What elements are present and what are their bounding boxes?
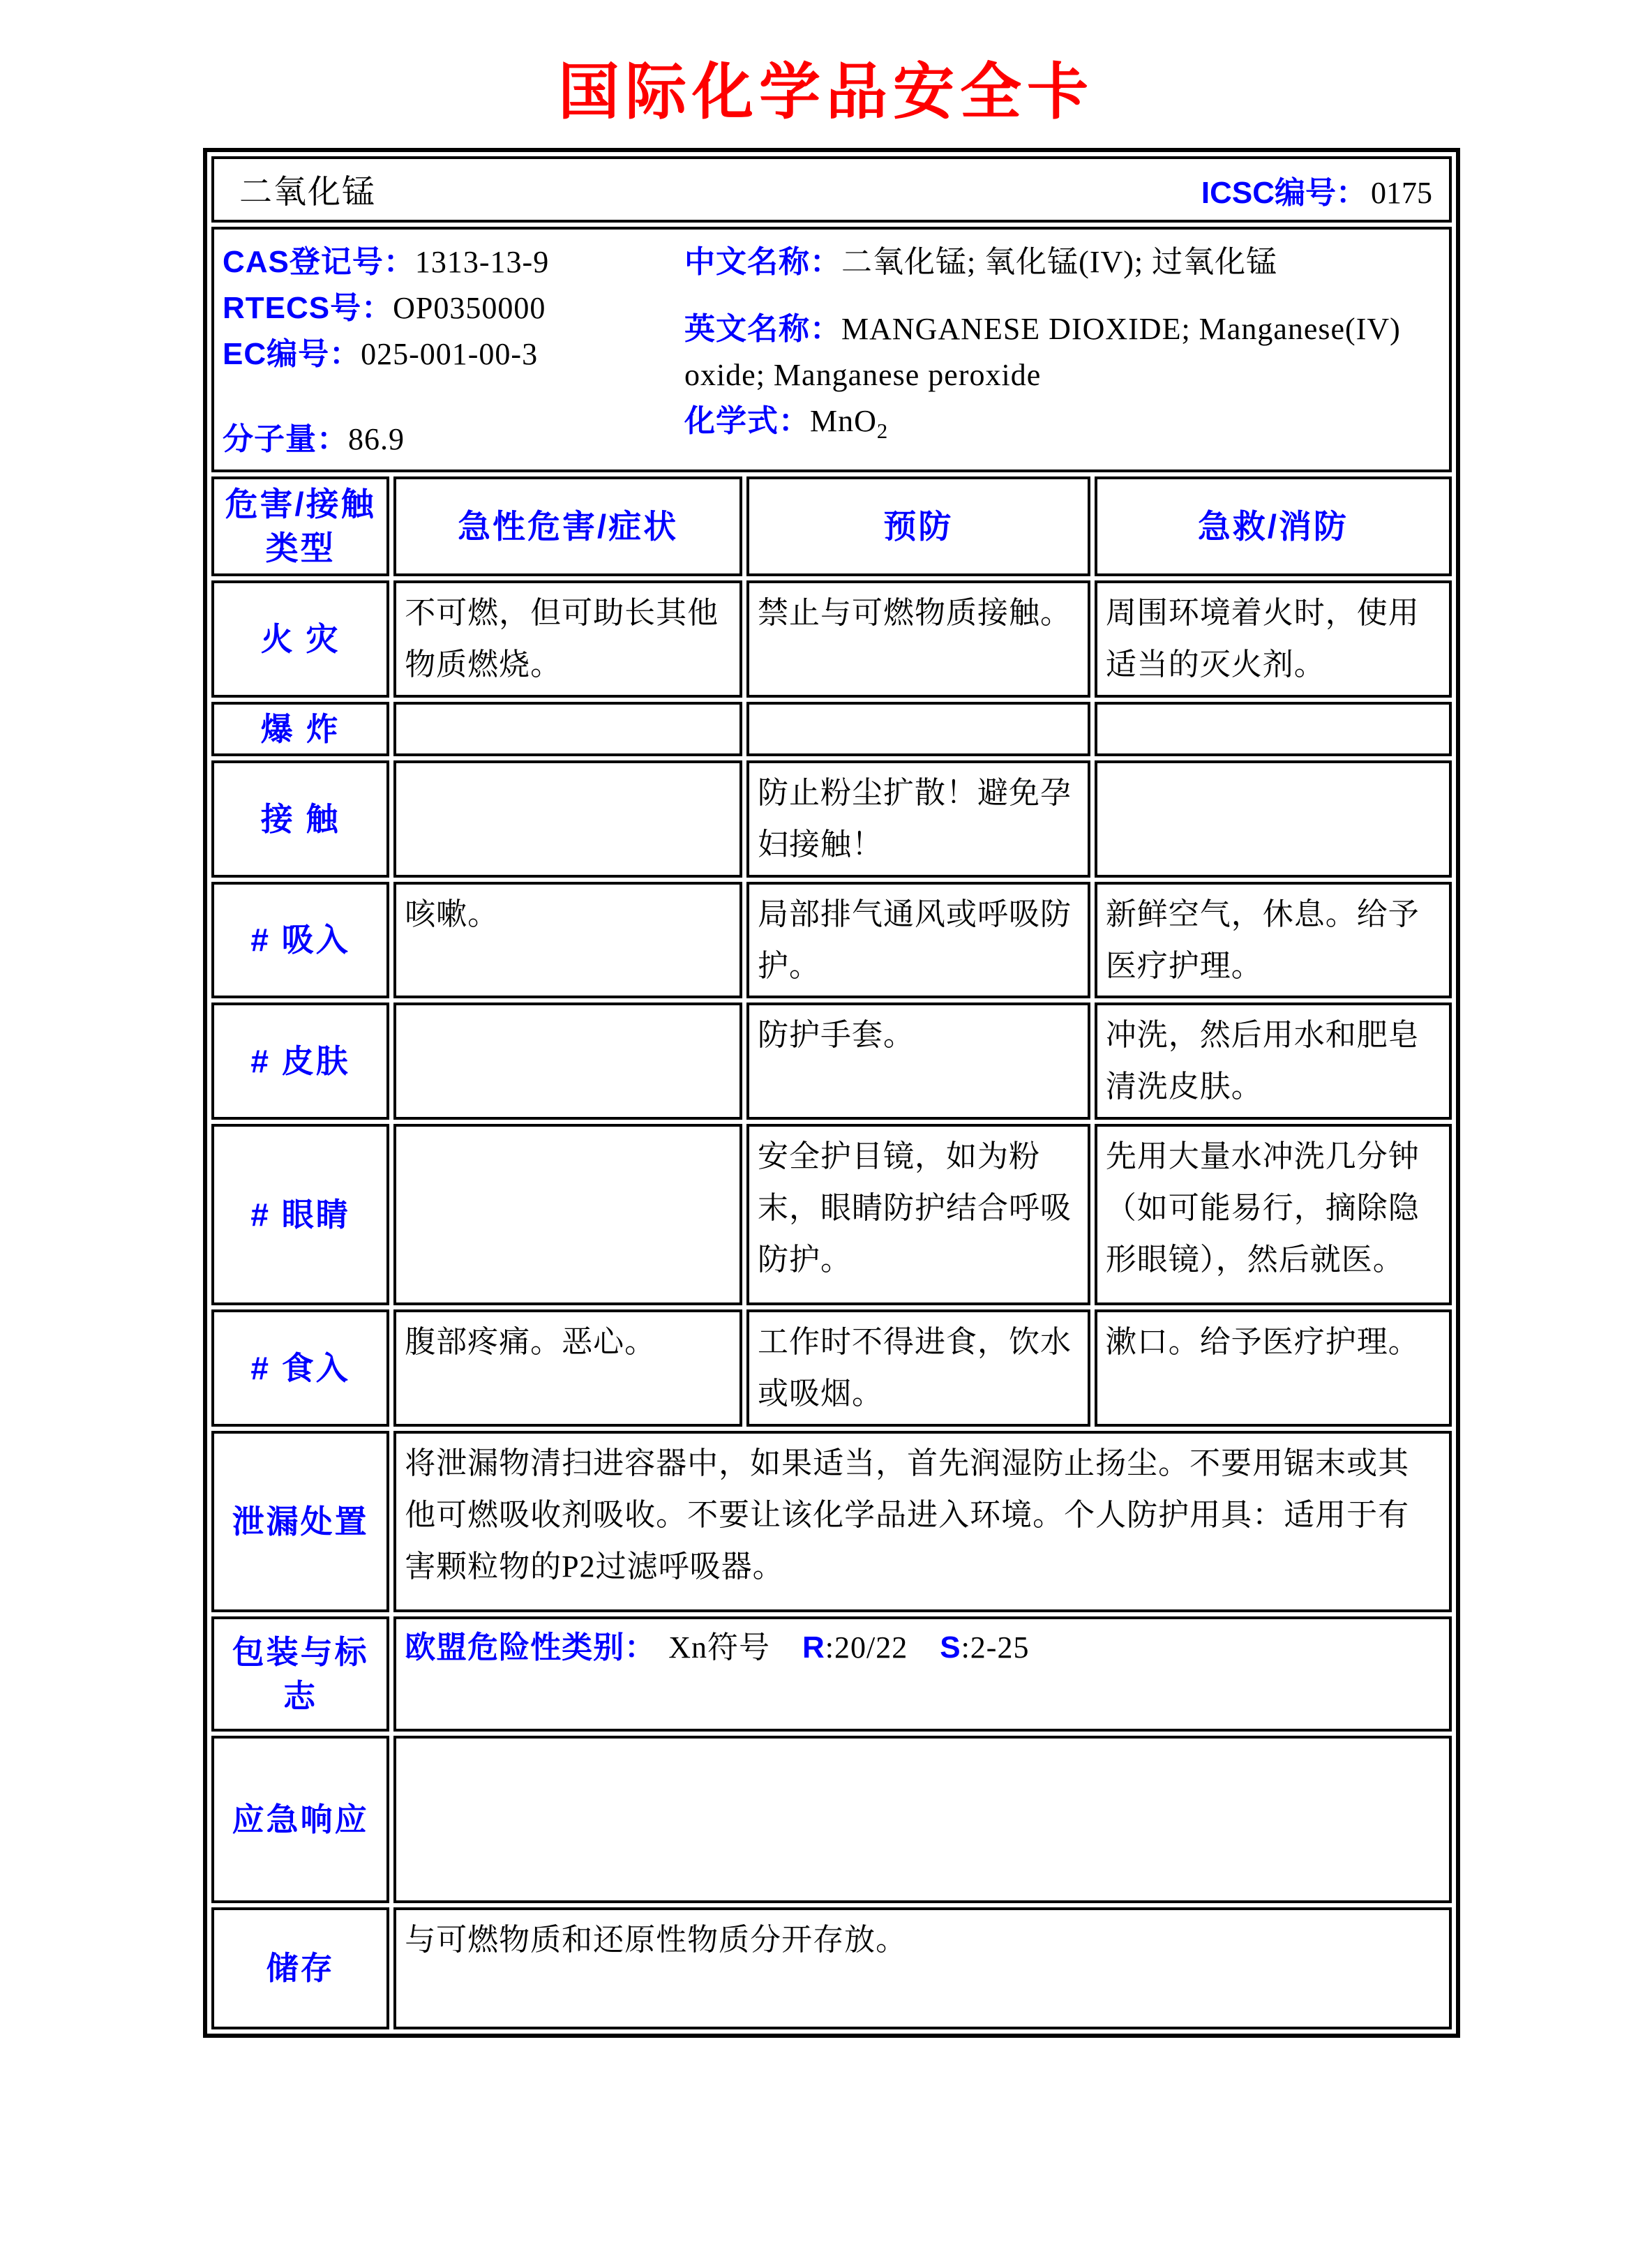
icsc-card-table — [203, 148, 1460, 2038]
emergency-response-content — [393, 1736, 1452, 1903]
section-label-packaging: 包装与标志 — [211, 1616, 389, 1732]
explosion-symptoms — [393, 702, 742, 756]
icsc-number-value: 0175 — [1371, 175, 1432, 210]
chemical-formula-label: 化学式： — [684, 404, 810, 438]
hazard-row-eyes — [211, 1124, 1452, 1305]
row-label-ingestion: # 食入 — [211, 1309, 389, 1427]
molecular-weight-label: 分子量： — [223, 422, 348, 456]
icsc-number-group — [1201, 167, 1432, 212]
hazard-row-skin — [211, 1003, 1452, 1120]
fire-prevention: 禁止与可燃物质接触。 — [746, 580, 1090, 698]
ec-number-line — [223, 331, 684, 377]
exposure-first-aid — [1095, 760, 1452, 878]
exposure-prevention: 防止粉尘扩散！避免孕妇接触！ — [746, 760, 1090, 878]
skin-first-aid: 冲洗，然后用水和肥皂清洗皮肤。 — [1095, 1003, 1452, 1120]
chemical-formula-line — [684, 398, 1438, 447]
eyes-symptoms — [393, 1124, 742, 1305]
s-phrases-label: S — [940, 1630, 961, 1665]
cas-number-line — [223, 239, 684, 285]
row-label-inhalation: # 吸入 — [211, 882, 389, 999]
identification-right-column — [684, 239, 1438, 463]
cas-number-label: CAS登记号： — [223, 245, 415, 279]
section-label-emergency-response: 应急响应 — [211, 1736, 389, 1903]
ingestion-first-aid: 漱口。给予医疗护理。 — [1095, 1309, 1452, 1427]
hazard-header-row — [211, 476, 1452, 576]
exposure-symptoms — [393, 760, 742, 878]
section-row-packaging — [211, 1616, 1452, 1732]
hazard-row-exposure — [211, 760, 1452, 878]
explosion-prevention — [746, 702, 1090, 756]
header-hazard-type: 危害/接触 类型 — [211, 476, 389, 576]
english-name-line — [684, 306, 1438, 398]
header-first-aid: 急救/消防 — [1095, 476, 1452, 576]
rtecs-number-value: OP0350000 — [393, 291, 546, 325]
inhalation-prevention: 局部排气通风或呼吸防护。 — [746, 882, 1090, 999]
row-label-explosion: 爆 炸 — [211, 702, 389, 756]
hazard-row-ingestion — [211, 1309, 1452, 1427]
hazard-row-explosion — [211, 702, 1452, 756]
molecular-weight-line — [223, 416, 684, 463]
header-prevention: 预防 — [746, 476, 1090, 576]
molecular-weight-value: 86.9 — [348, 422, 405, 456]
section-label-storage: 储存 — [211, 1907, 389, 2029]
cas-number-value: 1313-13-9 — [414, 245, 550, 279]
chemical-name: 二氧化锰 — [239, 174, 376, 211]
rtecs-number-label: RTECS号： — [223, 291, 393, 325]
section-label-spill-disposal: 泄漏处置 — [211, 1431, 389, 1612]
icsc-number-label: ICSC编号： — [1201, 175, 1367, 210]
chemical-formula-value: MnO — [809, 404, 877, 438]
name-row — [211, 156, 1452, 223]
xn-symbol-value: Xn符号 — [668, 1630, 770, 1665]
identification-left-column — [223, 239, 684, 463]
section-row-spill-disposal — [211, 1431, 1452, 1612]
ingestion-symptoms: 腹部疼痛。恶心。 — [393, 1309, 742, 1427]
chinese-name-line — [684, 239, 1438, 285]
fire-symptoms: 不可燃，但可助长其他物质燃烧。 — [393, 580, 742, 698]
rtecs-number-line — [223, 285, 684, 331]
eyes-first-aid: 先用大量水冲洗几分钟（如可能易行，摘除隐形眼镜），然后就医。 — [1095, 1124, 1452, 1305]
hazard-row-fire — [211, 580, 1452, 698]
fire-first-aid: 周围环境着火时，使用适当的灭火剂。 — [1095, 580, 1452, 698]
inhalation-symptoms: 咳嗽。 — [393, 882, 742, 999]
ec-number-value: 025-001-00-3 — [361, 337, 539, 371]
identification-row — [211, 227, 1452, 472]
english-name-label: 英文名称： — [684, 312, 841, 346]
page-title: 国际化学品安全卡 — [557, 57, 1094, 126]
section-row-emergency-response — [211, 1736, 1452, 1903]
eu-hazard-class-label: 欧盟危险性类别： — [405, 1630, 656, 1665]
row-label-exposure: 接 触 — [211, 760, 389, 878]
row-label-skin: # 皮肤 — [211, 1003, 389, 1120]
spill-disposal-content: 将泄漏物清扫进容器中，如果适当，首先润湿防止扬尘。不要用锯末或其他可燃吸收剂吸收。不要让该化学品进入环境。个人防护用具：适用于有害颗粒物的P2过滤呼吸器。 — [393, 1431, 1452, 1612]
inhalation-first-aid: 新鲜空气，休息。给予医疗护理。 — [1095, 882, 1452, 999]
english-name-value: MANGANESE DIOXIDE; Manganese(IV) oxide; Manganese peroxide — [684, 312, 1401, 392]
s-phrases-value: :2-25 — [961, 1630, 1030, 1665]
chemical-formula-subscript: 2 — [876, 419, 889, 443]
r-phrases-label: R — [802, 1630, 825, 1665]
skin-prevention: 防护手套。 — [746, 1003, 1090, 1120]
section-row-storage — [211, 1907, 1452, 2029]
header-acute-symptoms: 急性危害/症状 — [393, 476, 742, 576]
name-bar-cell — [211, 156, 1452, 223]
packaging-content — [393, 1616, 1452, 1732]
row-label-fire: 火 灾 — [211, 580, 389, 698]
r-phrases-value: :20/22 — [825, 1630, 908, 1665]
identification-cell — [211, 227, 1452, 472]
row-label-eyes: # 眼睛 — [211, 1124, 389, 1305]
chinese-name-label: 中文名称： — [684, 245, 841, 279]
ingestion-prevention: 工作时不得进食，饮水或吸烟。 — [746, 1309, 1090, 1427]
chinese-name-value: 二氧化锰; 氧化锰(IV); 过氧化锰 — [841, 245, 1278, 279]
hazard-row-inhalation — [211, 882, 1452, 999]
ec-number-label: EC编号： — [223, 337, 361, 371]
storage-content: 与可燃物质和还原性物质分开存放。 — [393, 1907, 1452, 2029]
eyes-prevention: 安全护目镜，如为粉末，眼睛防护结合呼吸防护。 — [746, 1124, 1090, 1305]
skin-symptoms — [393, 1003, 742, 1120]
explosion-first-aid — [1095, 702, 1452, 756]
